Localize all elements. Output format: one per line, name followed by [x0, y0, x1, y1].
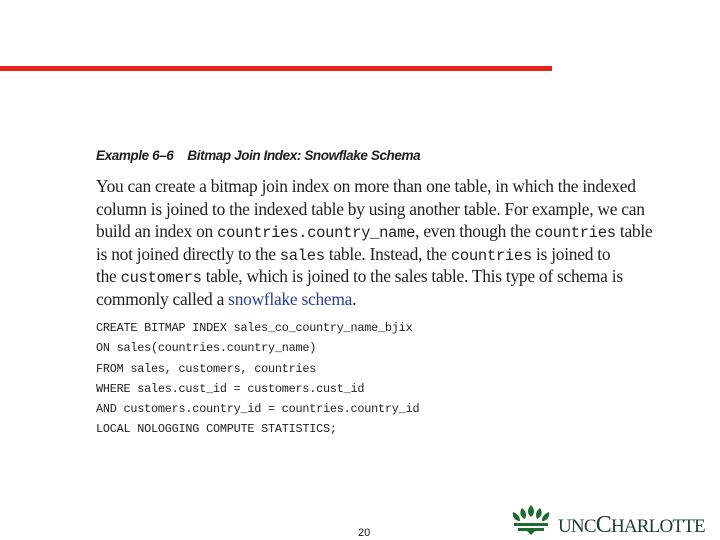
body-paragraph [96, 175, 653, 311]
text-run: column is joined to the indexed table by using another table. For example, we can [96, 198, 645, 219]
text-run: commonly called a [96, 288, 229, 309]
text-run: , even though the [415, 221, 535, 242]
sql-code-block [96, 318, 419, 440]
crown-emblem-icon [508, 502, 554, 536]
paragraph-line [96, 288, 636, 311]
code-line: WHERE sales.cust_id = customers.cust_id [96, 381, 365, 396]
example-heading [96, 148, 420, 163]
code-line: ON sales(countries.country_name) [96, 341, 317, 356]
paragraph-line [96, 265, 636, 288]
inline-code: countries [450, 246, 532, 265]
text-run: table. Instead, the [324, 243, 451, 264]
university-wordmark [558, 512, 705, 539]
inline-code: sales [279, 246, 325, 265]
page-number: 20 [358, 527, 371, 539]
inline-code: countries [534, 224, 616, 243]
wordmark-initial: C [595, 512, 611, 538]
wordmark-rest: HARLOTTE [610, 516, 705, 537]
paragraph-line [96, 243, 636, 266]
example-number: Example 6–6 [96, 148, 174, 163]
red-divider-rule [0, 66, 552, 71]
text-run: the [96, 266, 121, 287]
text-run: build an index on [96, 221, 218, 242]
code-line: CREATE BITMAP INDEX sales_co_country_name_bjix [96, 321, 413, 335]
code-line: AND customers.country_id = countries.country_id [96, 402, 420, 417]
paragraph-line [96, 220, 653, 243]
text-run: table [615, 221, 653, 242]
paragraph-line [96, 198, 645, 221]
code-line: LOCAL NOLOGGING COMPUTE STATISTICS; [96, 422, 337, 437]
text-run: is joined to [531, 243, 611, 264]
inline-code: customers [120, 269, 202, 288]
unc-charlotte-logo [508, 500, 718, 540]
text-run: is not joined directly to the [96, 243, 280, 264]
text-run: . [352, 288, 357, 309]
inline-code: countries.country_name [217, 224, 416, 243]
example-title: Bitmap Join Index: Snowflake Schema [187, 148, 421, 163]
text-run: table, which is joined to the sales table. This type of schema is [201, 266, 623, 287]
text-run: You can create a bitmap join index on more than one table, in which the indexed [96, 176, 636, 196]
wordmark-prefix: UNC [558, 516, 596, 537]
paragraph-line [96, 175, 636, 198]
code-line: FROM sales, customers, countries [96, 361, 317, 376]
snowflake-schema-term-link[interactable]: snowflake schema [228, 288, 353, 309]
